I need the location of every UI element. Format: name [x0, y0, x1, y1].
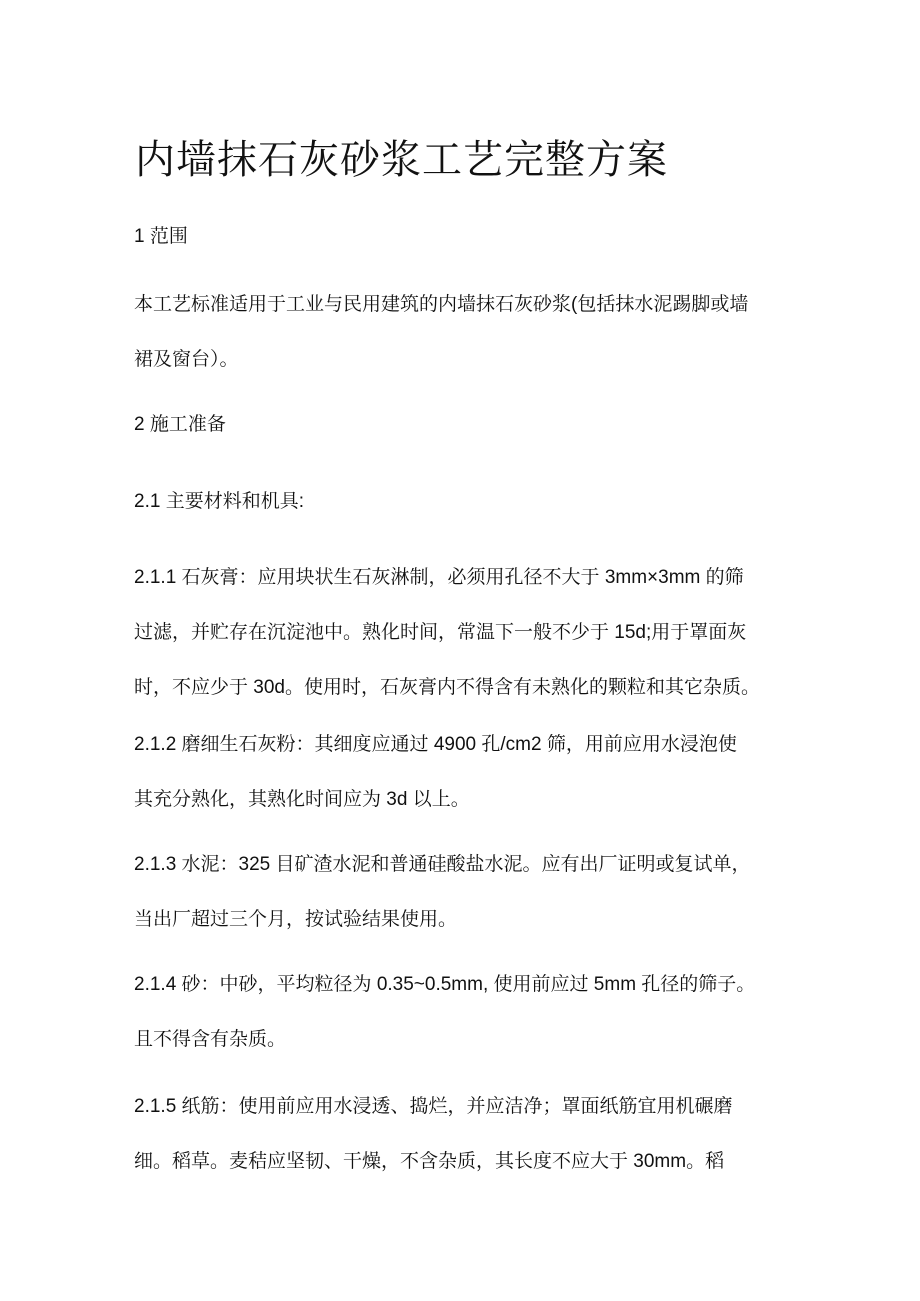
- text-line: 时，不应少于 30d。使用时，石灰膏内不得含有未熟化的颗粒和其它杂质。: [134, 677, 760, 698]
- section-2-1-2: [134, 730, 806, 840]
- section-1-body: [134, 290, 806, 400]
- text-line: 且不得含有杂质。: [134, 1029, 287, 1050]
- section-2-1-5: [134, 1092, 806, 1202]
- text-line: 2.1.3 水泥：325 目矿渣水泥和普通硅酸盐水泥。应有出厂证明或复试单，: [134, 854, 751, 875]
- text-line: 1 范围: [134, 226, 188, 247]
- text-line: 2.1.2 磨细生石灰粉：其细度应通过 4900 孔/cm2 筛，用前应用水浸泡使: [134, 734, 737, 755]
- section-1-heading: [134, 222, 806, 277]
- section-2-heading: [134, 410, 806, 465]
- text-line: 2.1.5 纸筋：使用前应用水浸透、捣烂，并应洁净；罩面纸筋宜用机碾磨: [134, 1096, 733, 1117]
- section-2-1-4: [134, 970, 806, 1080]
- text-line: 本工艺标准适用于工业与民用建筑的内墙抹石灰砂浆(包括抹水泥踢脚或墙: [134, 294, 749, 315]
- text-line: 其充分熟化，其熟化时间应为 3d 以上。: [134, 789, 470, 810]
- section-2-1-3: [134, 850, 806, 960]
- section-2-1-heading: [134, 487, 806, 542]
- text-line: 过滤，并贮存在沉淀池中。熟化时间，常温下一般不少于 15d;用于罩面灰: [134, 622, 747, 643]
- section-2-1-1: [134, 563, 806, 728]
- text-line: 2.1.4 砂：中砂，平均粒径为 0.35~0.5mm, 使用前应过 5mm 孔径的筛子。: [134, 974, 756, 995]
- text-line: 细。稻草。麦秸应坚韧、干燥，不含杂质，其长度不应大于 30mm。稻: [134, 1151, 725, 1172]
- text-line: 当出厂超过三个月，按试验结果使用。: [134, 909, 458, 930]
- text-line: 2.1 主要材料和机具:: [134, 491, 304, 512]
- text-line: 2.1.1 石灰膏：应用块状生石灰淋制，必须用孔径不大于 3mm×3mm 的筛: [134, 567, 744, 588]
- document-title: 内墙抹石灰砂浆工艺完整方案: [135, 137, 668, 183]
- text-line: 2 施工准备: [134, 414, 226, 435]
- text-line: 裙及窗台）。: [134, 349, 239, 370]
